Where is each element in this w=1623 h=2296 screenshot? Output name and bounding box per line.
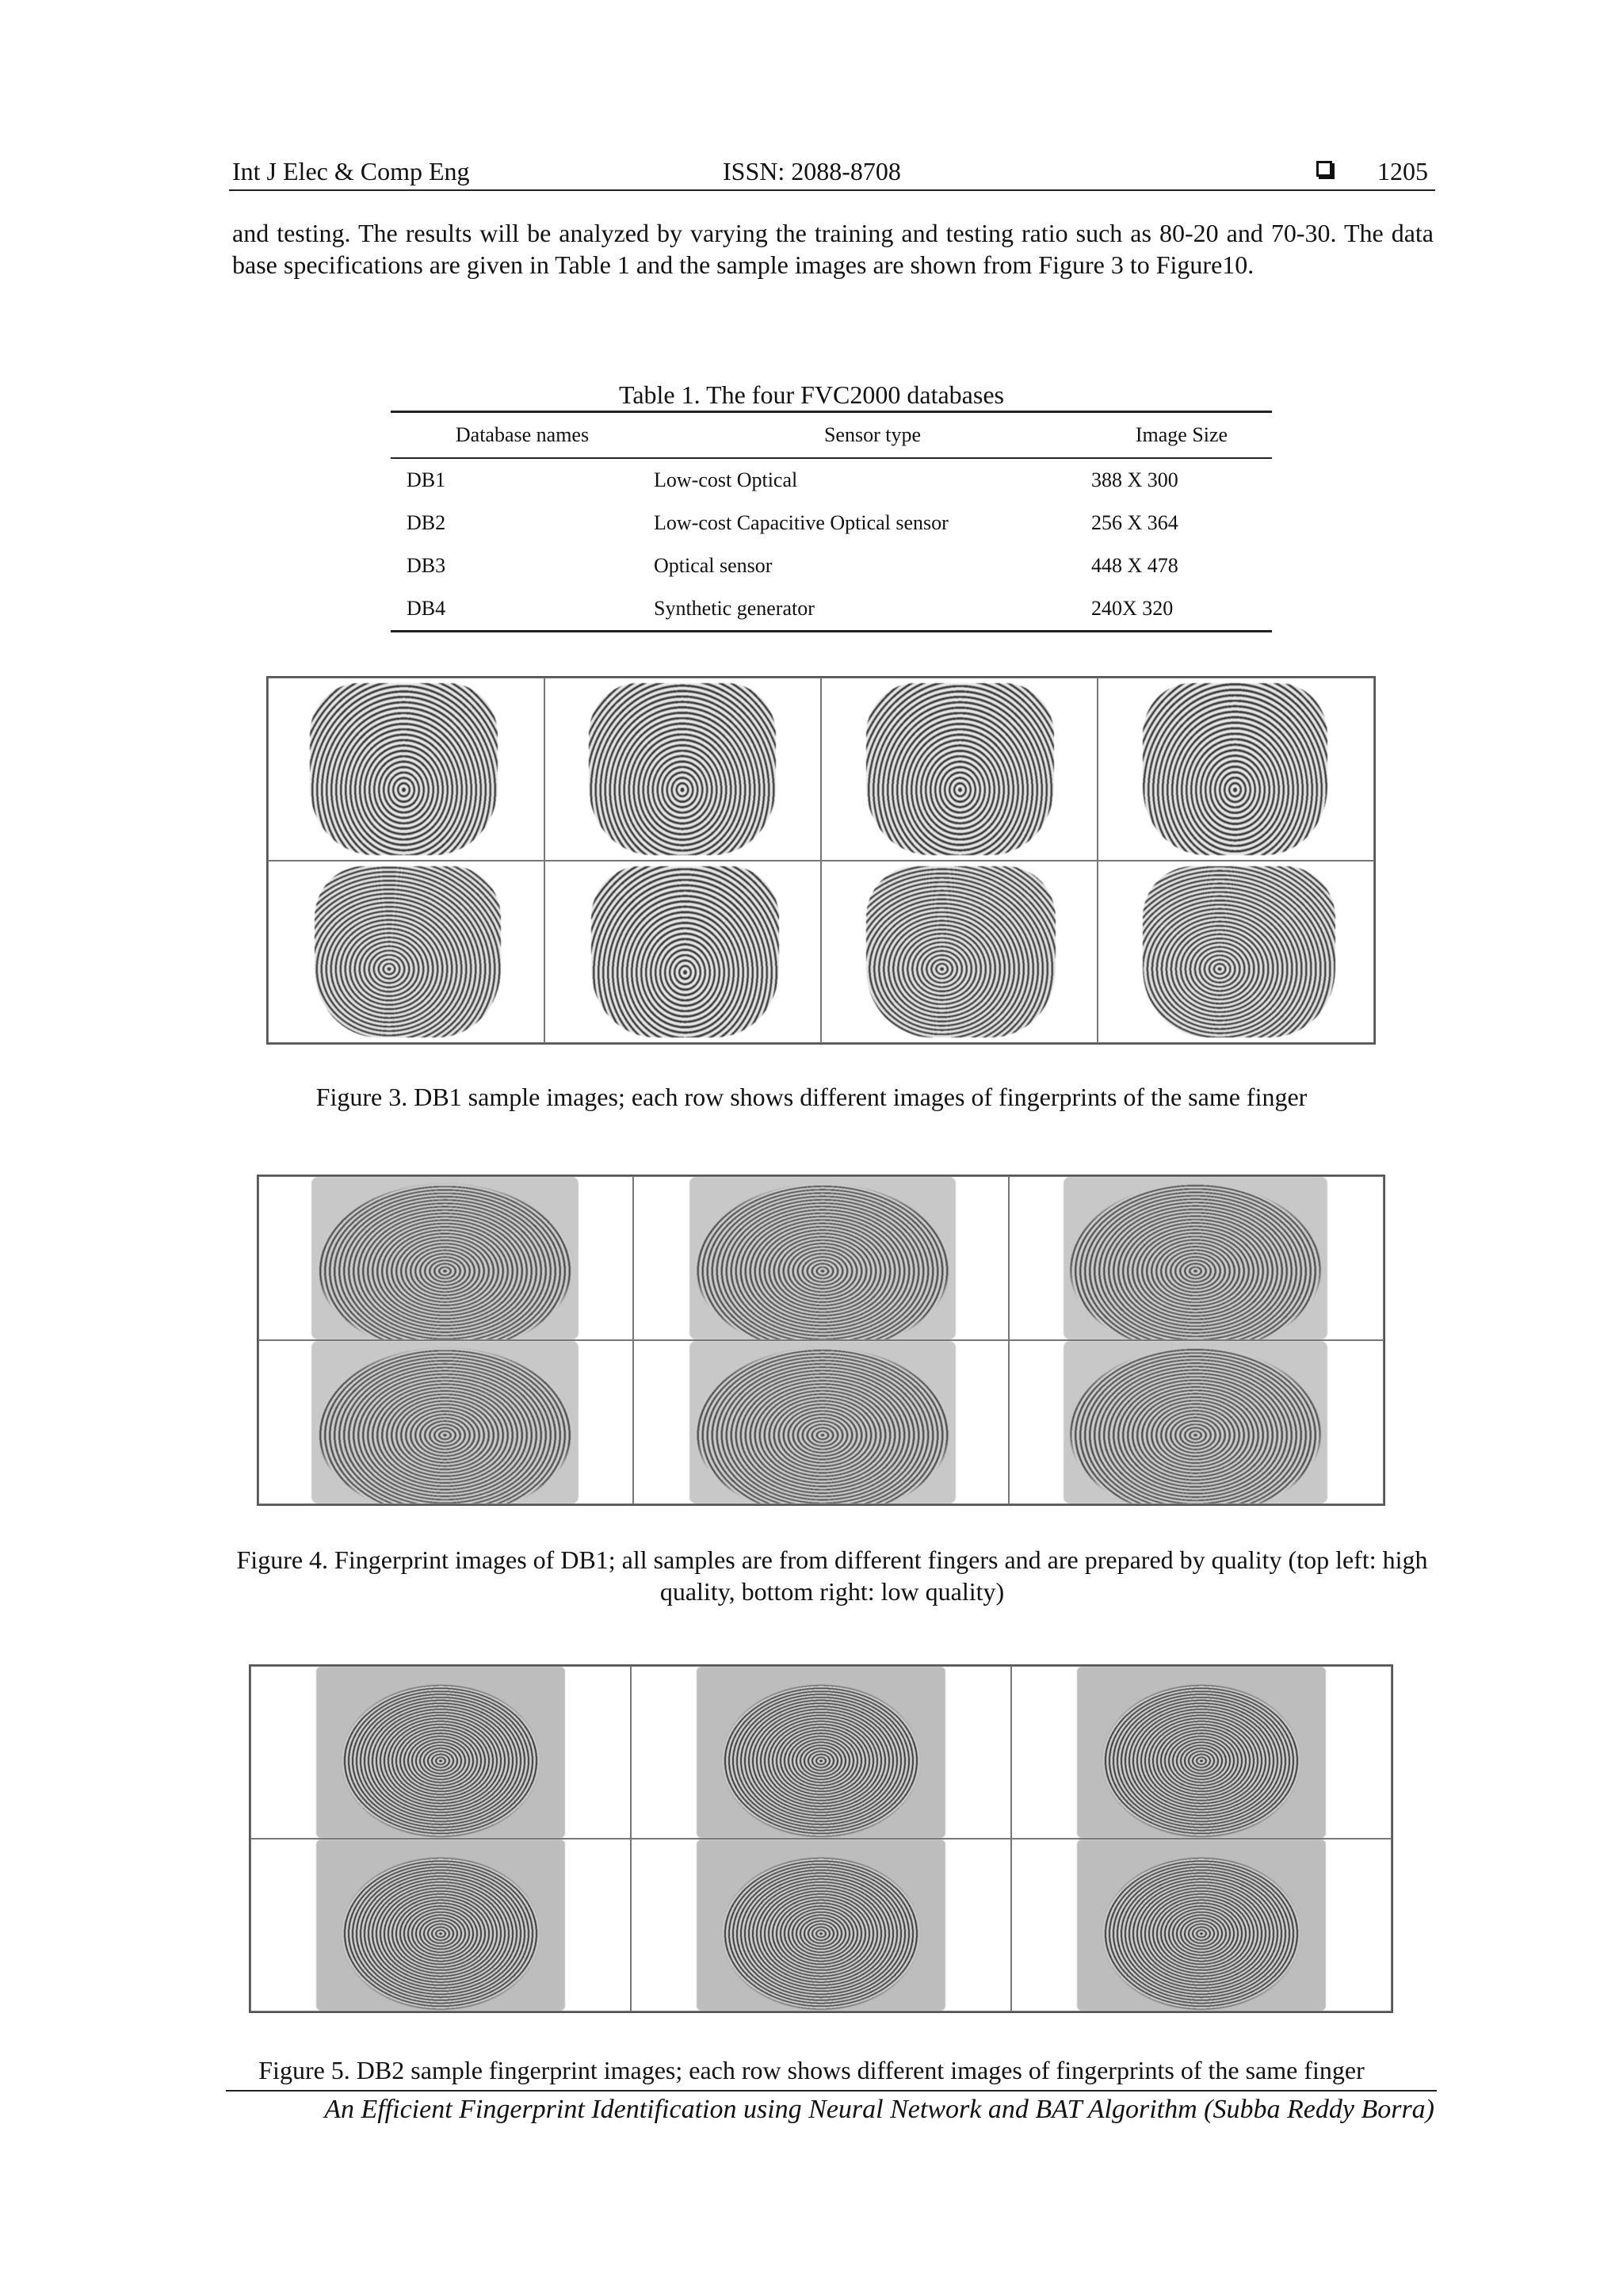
table-cell: DB2	[407, 511, 446, 534]
fingerprint-image	[1011, 1839, 1392, 2011]
fingerprint-image	[631, 1666, 1011, 1839]
fingerprint-image	[250, 1666, 631, 1839]
table-cell: 240X 320	[1091, 597, 1174, 620]
column-header: Database names	[455, 423, 590, 446]
fingerprint-image	[544, 678, 821, 861]
fingerprint-image	[250, 1839, 631, 2011]
fingerprint-image	[1009, 1340, 1384, 1504]
fingerprint-image	[544, 861, 821, 1044]
fingerprint-image	[821, 861, 1098, 1044]
table-cell: DB1	[407, 468, 446, 491]
column-header: Sensor type	[823, 423, 922, 446]
fingerprint-image	[631, 1839, 1011, 2011]
page-number: 1205	[1377, 157, 1428, 185]
issn: ISSN: 2088-8708	[723, 157, 901, 185]
table-cell: DB4	[407, 597, 446, 620]
table-row	[391, 544, 1272, 587]
running-title: An Efficient Fingerprint Identification using Neural Network and BAT Algorithm (Subba Reddy Borra)	[324, 2095, 1434, 2124]
table-row	[391, 587, 1272, 632]
fingerprint-image	[633, 1340, 1008, 1504]
table-1	[391, 411, 1272, 632]
fingerprint-image	[268, 861, 544, 1044]
fingerprint-image	[1098, 861, 1374, 1044]
footer-rule	[226, 2090, 1437, 2092]
checkbox-square-icon	[1316, 161, 1332, 177]
fingerprint-image	[258, 1176, 633, 1340]
table-row	[391, 502, 1272, 544]
table-cell: Synthetic generator	[654, 597, 815, 620]
table-cell: 388 X 300	[1091, 468, 1178, 491]
figure-5-grid	[249, 1664, 1393, 2013]
figure-5-caption: Figure 5. DB2 sample fingerprint images; each row shows different images of fingerprints of the same finger	[258, 2056, 1365, 2084]
fingerprint-image	[633, 1176, 1008, 1340]
body-paragraph: and testing. The results will be analyzed by varying the training and testing ratio such as 80-20 and 70-30. The data base specifications are given in Table 1 and the sample images are shown from Figure 3 to Figure10.	[232, 219, 1434, 279]
header-rule	[229, 189, 1435, 191]
table-cell: 448 X 478	[1091, 554, 1178, 577]
table-header-row	[391, 412, 1272, 459]
table-cell: Low-cost Capacitive Optical sensor	[654, 511, 949, 534]
fingerprint-image	[268, 678, 544, 861]
table-caption: Table 1. The four FVC2000 databases	[619, 380, 1004, 409]
figure-3-grid	[266, 676, 1376, 1045]
table-cell: 256 X 364	[1091, 511, 1178, 534]
journal-name: Int J Elec & Comp Eng	[232, 157, 470, 185]
fingerprint-image	[821, 678, 1098, 861]
column-header: Image Size	[1135, 423, 1228, 446]
table-row	[391, 458, 1272, 502]
table-cell: Low-cost Optical	[654, 468, 798, 491]
fingerprint-image	[1098, 678, 1374, 861]
fingerprint-image	[258, 1340, 633, 1504]
table-cell: DB3	[407, 554, 446, 577]
figure-3-caption: Figure 3. DB1 sample images; each row shows different images of fingerprints of the same finger	[315, 1083, 1308, 1111]
fingerprint-image	[1011, 1666, 1392, 1839]
table-cell: Optical sensor	[654, 554, 773, 577]
fingerprint-image	[1009, 1176, 1384, 1340]
figure-4-caption: Figure 4. Fingerprint images of DB1; all samples are from different fingers and are prepared by quality (top left: high quality, bottom right: low quality)	[236, 1545, 1428, 1606]
figure-4-grid	[257, 1175, 1385, 1506]
